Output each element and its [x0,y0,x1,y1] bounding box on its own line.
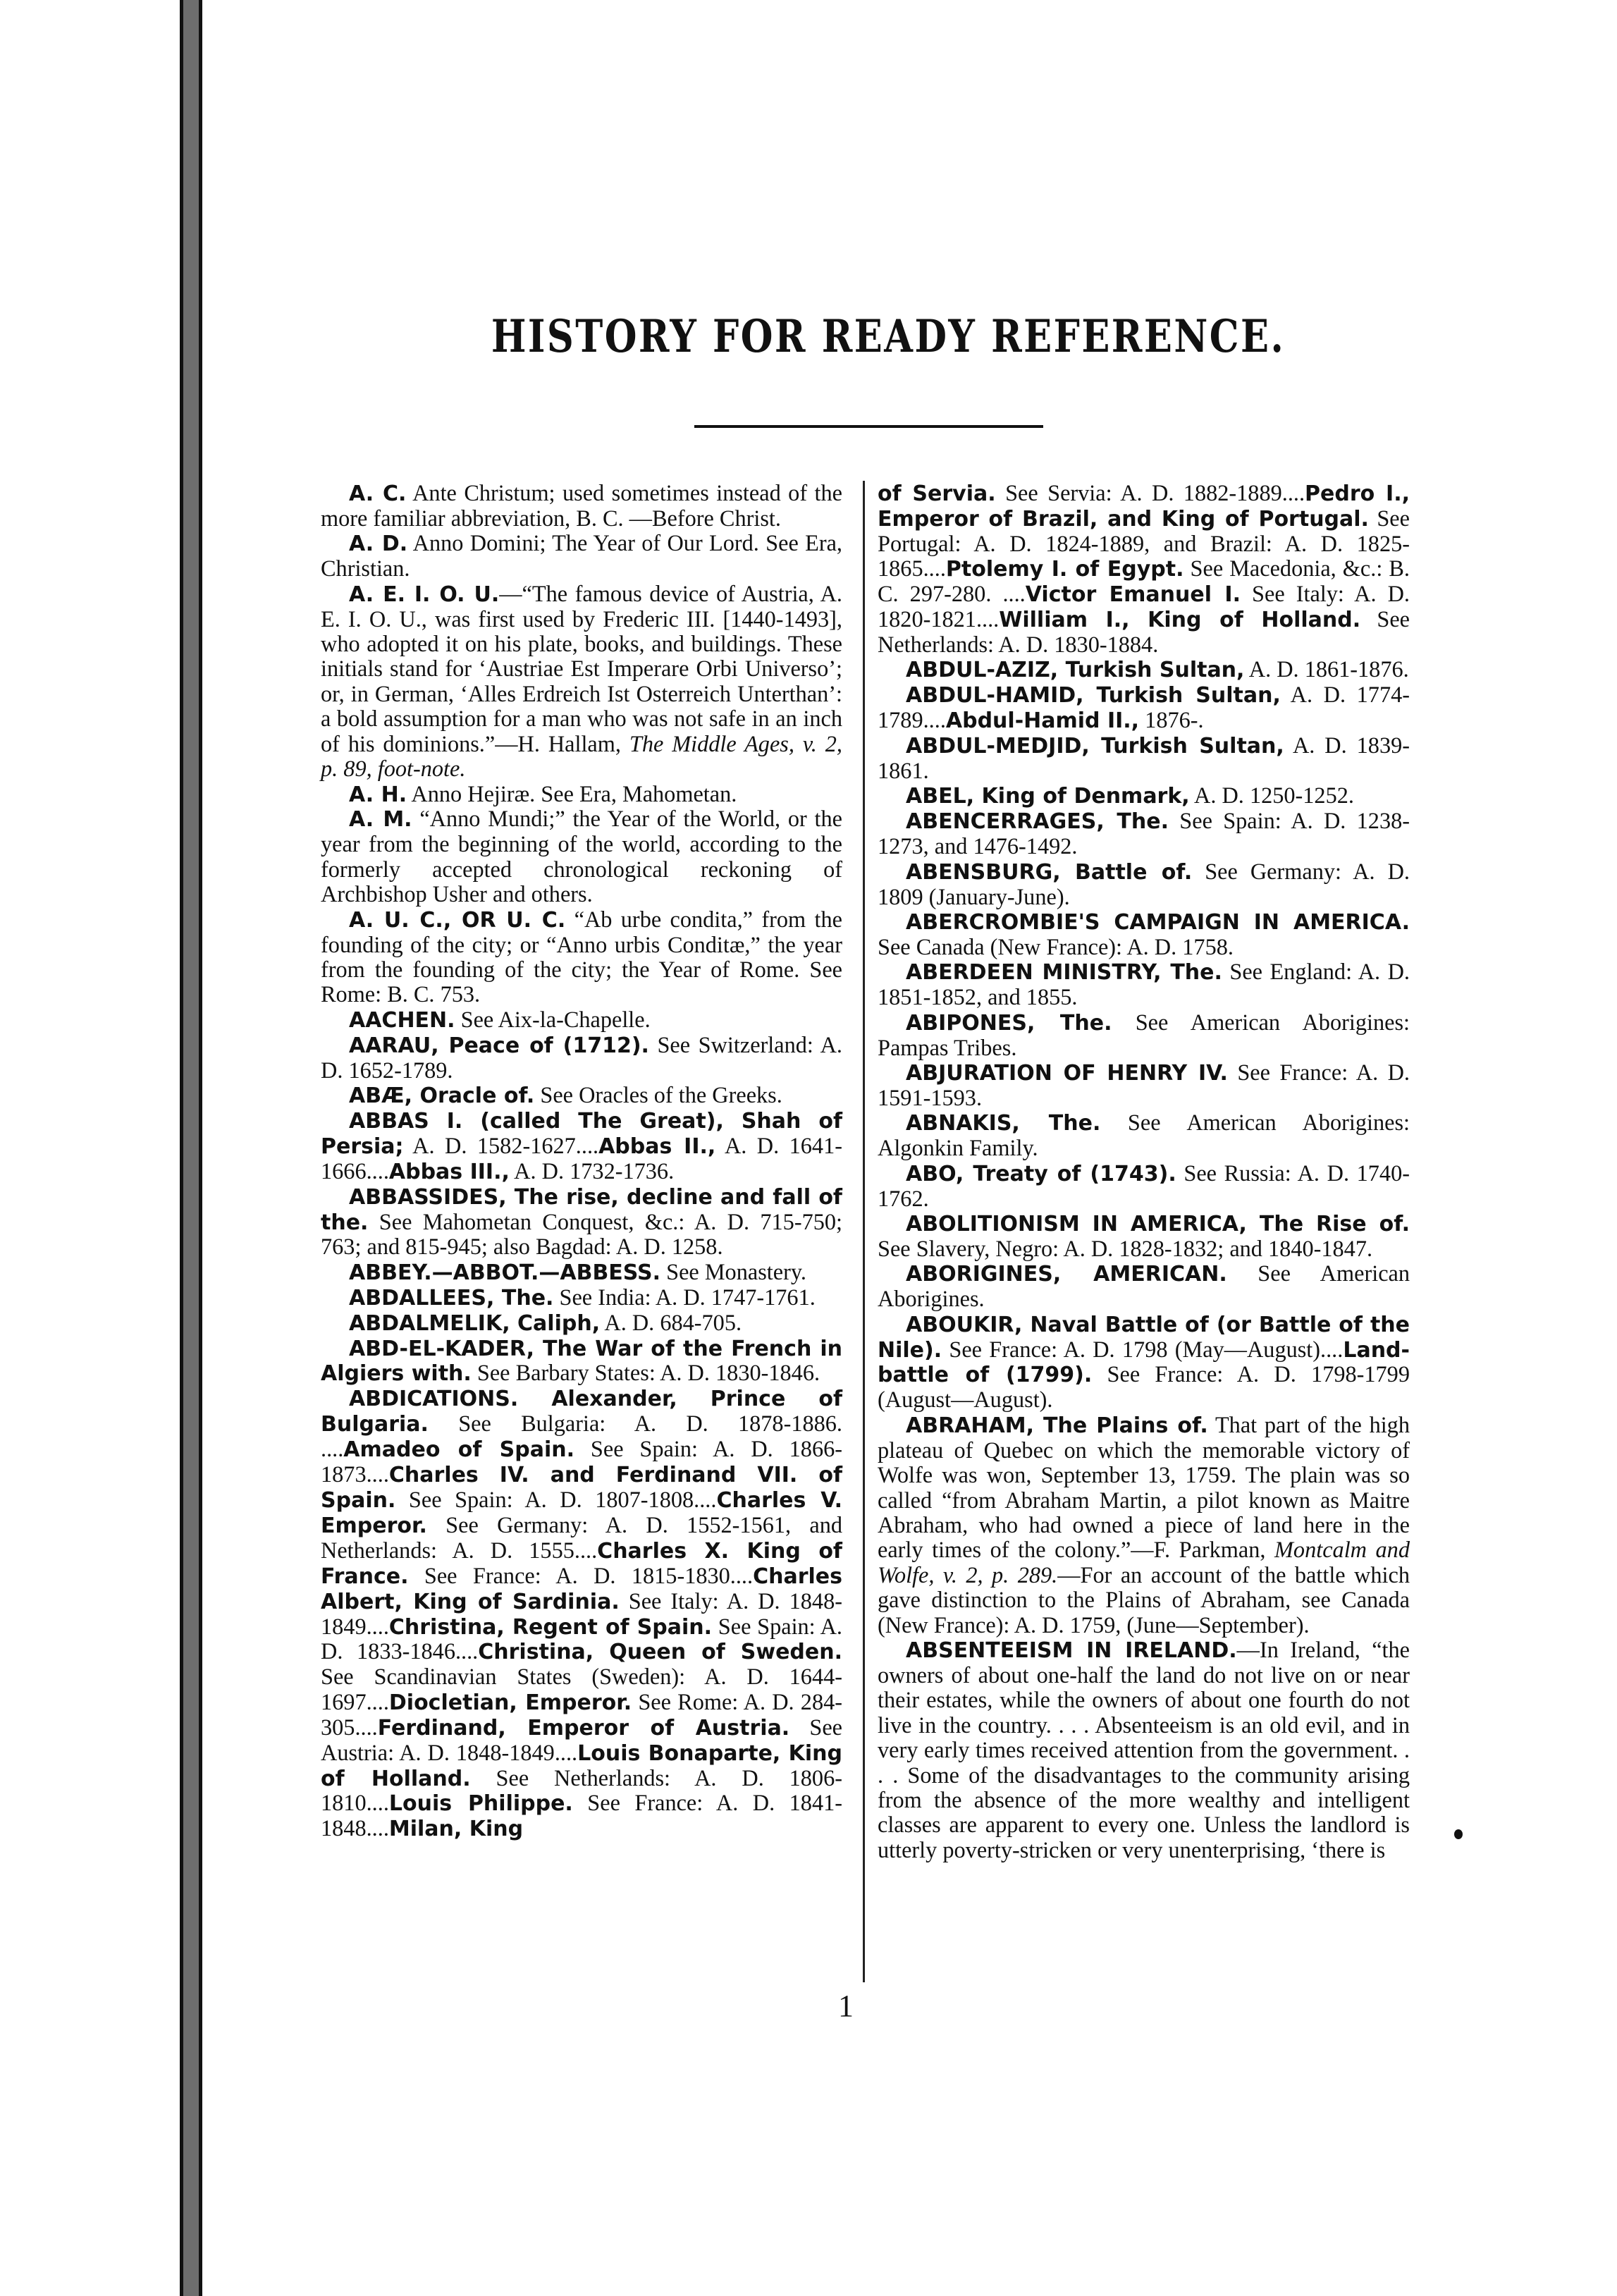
entry-text: A. D. 1861-1876. [1244,656,1409,682]
entry-text: See American Aborigines: Algonkin Family. [878,1110,1410,1161]
entry-text: See France: A. D. 1591-1593. [878,1059,1410,1110]
entry-heading: ABBAS I. (called The Great), Shah of Persia; [321,1108,842,1159]
entry-text: Anno Domini; The Year of Our Lord. See Era, Christian. [321,530,842,582]
entry-heading: William I., King of Holland. [999,608,1361,633]
entry-text: A. D. 1641-1666.... [321,1132,842,1184]
entry-heading: Ptolemy I. of Egypt. [945,557,1184,582]
entry-text: “Ab urbe condita,” from the founding of the city; or “Anno urbis Conditæ,” the year from the founding of the city; the Year of Rome. See Rome: B. C. 753. [321,906,842,1007]
entry-heading: AACHEN. [349,1007,455,1033]
entry [321,1108,842,1184]
entry-text: See American Aborigines. [878,1260,1410,1312]
entry-text: See Germany: A. D. 1809 (January-June). [878,858,1410,909]
entry-text: See Bulgaria: A. D. 1878-1886. .... [321,1411,842,1462]
entry [878,1010,1410,1060]
entry-text: A. D. 1732-1736. [509,1158,675,1184]
binding-spine [183,0,199,2296]
entry-text: See Spain: A. D. 1807-1808.... [395,1487,717,1513]
entry [878,657,1410,682]
entry-heading: ABDICATIONS. Alexander, Prince of Bulgaria. [321,1387,842,1437]
entry-text: That part of the high plateau of Quebec on which the memorable victory of Wolfe was won, September 13, 1759. The plain was so called “from Abraham Martin, a pilot known as Maitre Abraham, who had owned a piece of land here in the early times of the colony.”—F. Parkman, [878,1411,1410,1563]
entry-heading: A. E. I. O. U. [349,582,500,607]
entry [321,1033,842,1083]
entry [878,959,1410,1009]
entry-text: “Anno Mundi;” the Year of the World, or the year from the beginning of the world, according to the formerly accepted chronological reckoning of Archbishop Usher and others. [321,806,842,907]
entry-heading: ABDUL-HAMID, Turkish Sultan, [906,683,1281,708]
entry-heading: ABDUL-AZIZ, Turkish Sultan, [906,658,1245,683]
entry-text: —For an account of the battle which gave distinction to the Plains of Abraham, see Canada (New France): A. D. 1759, (June—September). [878,1561,1410,1638]
entry-heading: ABIPONES, The. [906,1010,1112,1036]
entry-heading: Abbas II., [598,1134,716,1159]
entry-text: See France: A. D. 1841-1848.... [321,1790,842,1841]
entry-heading: Christina, Regent of Spain. [388,1614,713,1640]
entry-text: See Aix-la-Chapelle. [455,1006,651,1032]
entry-text: See Netherlands: A. D. 1806-1810.... [321,1764,842,1816]
entry-heading: ABOUKIR, Naval Battle of (or Battle of the Nile). [878,1312,1410,1363]
entry-text: See Canada (New France): A. D. 1758. [878,933,1234,959]
entry [321,1336,842,1387]
entry-text: Anno Hejiræ. See Era, Mahometan. [407,780,737,806]
entry-text: See Portugal: A. D. 1824-1889, and Brazil: A. D. 1825-1865.... [878,505,1410,582]
entry-text: See Italy: A. D. 1820-1821.... [878,581,1410,632]
entry-text: —“The famous device of Austria, A. E. I. O. U., was first used by Frederic III. [1440-1493], who adopted it on his plate, books, and buildings. These initials stand for ‘Austriae Est Imperare Orbi Universo’; or, in German, ‘Alles Erdreich Ist Osterreich Unterthan’: a bold assumption for a man who was not safe in an inch of his dominions.”—H. Hallam, [321,580,842,756]
entry-text: See Barbary States: A. D. 1830-1846. [471,1360,820,1386]
entry-heading: ABJURATION OF HENRY IV. [906,1060,1228,1086]
entry-heading: Ferdinand, Emperor of Austria. [377,1715,790,1741]
entry [878,909,1410,959]
right-column [878,481,1410,1862]
entry-text: A. D. 1582-1627.... [403,1132,599,1158]
entry-heading: Abdul-Hamid II., [945,708,1140,734]
entry-heading: ABDALMELIK, Caliph, [349,1310,601,1336]
entry-text: See Servia: A. D. 1882-1889.... [995,480,1305,505]
entry [321,782,842,807]
entry-heading: ABRAHAM, The Plains of. [906,1413,1208,1438]
book-binding-edge [0,0,211,2296]
entry-heading: ABOLITIONISM IN AMERICA, The Rise of. [906,1211,1410,1236]
entry [878,1261,1410,1311]
entry-heading: ABERCROMBIE'S CAMPAIGN IN AMERICA. [906,909,1410,935]
entry-heading: Louis Philippe. [388,1791,573,1817]
entry-heading: Charles X. King of France. [321,1538,842,1589]
entry-heading: Pedro I., Emperor of Brazil, and King of Portugal. [878,481,1410,532]
entry-heading: Louis Bonaparte, King of Holland. [321,1741,843,1791]
entry-text: See Slavery, Negro: A. D. 1828-1832; and 1840-1847. [878,1235,1373,1261]
entry [321,1285,842,1310]
entry-heading: ABBEY.—ABBOT.—ABBESS. [349,1260,661,1285]
entry-text: Ante Christum; used sometimes instead of the more familiar abbreviation, B. C. —Before Christ. [321,480,842,531]
entry [878,1638,1410,1862]
entry-heading: ABDUL-MEDJID, Turkish Sultan, [906,734,1284,759]
entry [321,531,842,581]
entry-text: 1876-. [1139,707,1204,733]
entry [878,1413,1410,1638]
entry [321,582,842,782]
entry-heading: Land-battle of (1799). [878,1337,1410,1388]
page-title: HISTORY FOR READY REFERENCE. [491,310,1286,363]
entry-text: See Spain: A. D. 1833-1846.... [321,1613,842,1664]
entry [321,907,842,1007]
entry-heading: Charles V. Emperor. [321,1488,842,1538]
entry-text: See American Aborigines: Pampas Tribes. [878,1009,1410,1060]
entry [321,1184,842,1260]
entry [878,1211,1410,1261]
entry [878,1110,1410,1160]
entry [878,682,1410,733]
entry-text: See Spain: A. D. 1238-1273, and 1476-1492. [878,808,1410,859]
entry-text: Montcalm and Wolfe, v. 2, p. 289. [878,1537,1410,1588]
entry-text: See Netherlands: A. D. 1830-1884. [878,606,1410,657]
entry-heading: ABSENTEEISM IN IRELAND. [906,1638,1237,1664]
entry [321,806,842,907]
entry [878,481,1410,657]
entry-text: A. D. 684-705. [600,1309,742,1335]
entry-heading: Milan, King [388,1817,524,1842]
entry-text: See Italy: A. D. 1848-1849.... [321,1588,842,1639]
entry-text: See France: A. D. 1798-1799 (August—August). [878,1361,1410,1413]
entry-heading: ABERDEEN MINISTRY, The. [906,960,1222,986]
page-number: 1 [838,1989,854,2023]
entry-heading: ABENCERRAGES, The. [906,809,1169,835]
entry-text: See Mahometan Conquest, &c.: A. D. 715-750; 763; and 815-945; also Bagdad: A. D. 1258. [321,1208,842,1260]
entry-heading: ABORIGINES, AMERICAN. [906,1262,1227,1287]
entry [878,733,1410,783]
entry-heading: Christina, Queen of Sweden. [478,1640,842,1665]
entry [878,1312,1410,1413]
entry-heading: Abbas III., [388,1159,510,1184]
entry-heading: Victor Emanuel I. [1025,582,1241,608]
entry [321,481,842,531]
column-divider [863,481,865,1982]
entry-heading: ABD-EL-KADER, The War of the French in Algiers with. [321,1336,842,1387]
entry [878,809,1410,859]
entry-heading: A. D. [349,532,408,557]
entry-heading: AARAU, Peace of (1712). [349,1033,649,1058]
entry-heading: A. M. [349,807,412,833]
entry-heading: A. H. [349,782,407,807]
entry [878,783,1410,809]
entry-text: A. D. 1839-1861. [878,732,1410,783]
left-column [321,481,842,1841]
entry-text: See Russia: A. D. 1740-1762. [878,1160,1410,1211]
entry [321,1310,842,1336]
entry-heading: A. C. [349,481,407,506]
entry [321,1083,842,1108]
entry [878,1060,1410,1110]
entry-text: A. D. 1250-1252. [1189,782,1354,809]
entry [878,1161,1410,1211]
entry-text: The Middle Ages, v. 2, p. 89, foot-note. [321,730,842,782]
entry-text: See Austria: A. D. 1848-1849.... [321,1714,842,1765]
entry-text: See Germany: A. D. 1552-1561, and Netherlands: A. D. 1555.... [321,1511,842,1563]
entry-text: See Oracles of the Greeks. [534,1082,782,1107]
entry-text: See Monastery. [660,1258,806,1284]
entry-heading: A. U. C., OR U. C. [349,907,566,933]
entry-text: See India: A. D. 1747-1761. [553,1284,816,1310]
entry-heading: Amadeo of Spain. [343,1437,574,1463]
entry-heading: ABO, Treaty of (1743). [906,1161,1176,1186]
entry-text: See England: A. D. 1851-1852, and 1855. [878,959,1410,1010]
entry [321,1007,842,1033]
entry-text: See France: A. D. 1798 (May—August).... [942,1336,1344,1362]
entry-text: See Macedonia, &c.: B. C. 297-280. .... [878,555,1410,607]
entry-text: —In Ireland, “the owners of about one-half the land do not live on or near their estates, while the owners of about one fourth do not live in the country. . . . Absenteeism is an old evil, and in very early times received attention from the government. . . . Some of the disadvantages to the community arising from the absence of the more wealthy and intelligent classes are apparent to every one. Unless the landlord is utterly poverty-stricken or very unenterprising, ‘there is [878,1637,1410,1862]
entry [321,1260,842,1285]
entry-heading: ABENSBURG, Battle of. [906,859,1193,885]
entry-heading: ABÆ, Oracle of. [349,1083,535,1108]
entry-text: See Switzerland: A. D. 1652-1789. [321,1031,842,1083]
entry [321,1386,842,1841]
entry-text: See France: A. D. 1815-1830.... [408,1562,754,1588]
entry-text: See Spain: A. D. 1866-1873.... [321,1436,842,1487]
entry-heading: ABEL, King of Denmark, [906,784,1190,809]
entry-text: A. D. 1774-1789.... [878,682,1410,733]
entry-heading: Charles IV. and Ferdinand VII. of Spain. [321,1463,842,1514]
margin-mark [1454,1829,1463,1839]
entry-heading: ABBASSIDES, The rise, decline and fall of the. [321,1184,842,1235]
entry-text: See Rome: A. D. 284-305.... [321,1688,843,1740]
entry-heading: Charles Albert, King of Sardinia. [321,1564,842,1614]
entry-heading: ABNAKIS, The. [906,1111,1101,1136]
entry-heading: of Servia. [878,481,996,506]
entry [878,859,1410,909]
title-rule [694,425,1043,428]
entry-text: See Scandinavian States (Sweden): A. D. 1644-1697.... [321,1664,842,1714]
entry-heading: ABDALLEES, The. [349,1285,554,1310]
entry-heading: Diocletian, Emperor. [388,1690,632,1715]
